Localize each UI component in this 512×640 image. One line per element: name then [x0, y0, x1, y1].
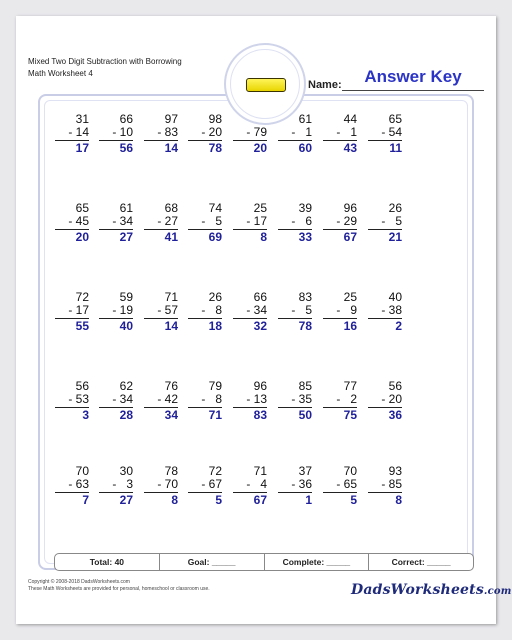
copyright-notice — [28, 579, 210, 592]
problem — [144, 202, 178, 244]
minuend: 31 — [75, 112, 89, 126]
answer: 50 — [298, 408, 312, 422]
problem — [55, 380, 89, 422]
answer: 11 — [389, 141, 402, 155]
minuend: 44 — [343, 112, 357, 126]
name-label: Name: — [308, 79, 342, 91]
problem — [323, 291, 357, 333]
answer: 78 — [208, 141, 222, 155]
complete-cell[interactable]: Complete: _____ — [265, 554, 370, 570]
problem — [323, 465, 357, 507]
subtrahend: - 10 — [112, 125, 133, 139]
problem — [233, 291, 267, 333]
answer-key-label: Answer Key — [364, 67, 462, 86]
total-cell: Total: 40 — [55, 554, 160, 570]
goal-cell[interactable]: Goal: _____ — [160, 554, 265, 570]
minuend: 74 — [208, 201, 222, 215]
problem — [233, 465, 267, 507]
problem — [144, 113, 178, 155]
minuend: 79 — [208, 379, 222, 393]
answer: 14 — [164, 141, 178, 155]
problem — [233, 380, 267, 422]
problem — [188, 202, 222, 244]
problem — [233, 202, 267, 244]
title-line-2: Math Worksheet 4 — [28, 69, 93, 78]
problem — [278, 202, 312, 244]
answer: 28 — [119, 408, 133, 422]
minuend: 65 — [75, 201, 89, 215]
problem — [368, 113, 402, 155]
answer: 83 — [253, 408, 267, 422]
answer: 40 — [119, 319, 133, 333]
minuend: 25 — [253, 201, 267, 215]
subtrahend: - 6 — [291, 214, 312, 228]
problem — [323, 380, 357, 422]
answer: 56 — [119, 141, 133, 155]
subtrahend: - 65 — [336, 477, 357, 491]
minuend: 65 — [388, 112, 402, 126]
subtrahend: - 57 — [157, 303, 178, 317]
minuend: 78 — [164, 464, 178, 478]
answer: 8 — [260, 230, 267, 244]
subtrahend: - 5 — [381, 214, 402, 228]
subtrahend: - 34 — [112, 392, 133, 406]
subtrahend: - 2 — [336, 392, 357, 406]
problem — [55, 202, 89, 244]
subtrahend: - 35 — [291, 392, 312, 406]
answer: 17 — [75, 141, 89, 155]
minuend: 30 — [119, 464, 133, 478]
answer: 7 — [82, 493, 89, 507]
problem — [188, 380, 222, 422]
answer: 18 — [208, 319, 222, 333]
site-logo[interactable] — [351, 579, 512, 603]
subtrahend: - 38 — [381, 303, 402, 317]
answer: 27 — [119, 493, 133, 507]
minuend: 97 — [164, 112, 178, 126]
copyright-line-1: Copyright © 2008-2018 DadsWorksheets.com — [28, 579, 130, 585]
subtrahend: - 70 — [157, 477, 178, 491]
minuend: 59 — [119, 290, 133, 304]
problem — [368, 380, 402, 422]
answer: 5 — [215, 493, 222, 507]
subtrahend: - 19 — [112, 303, 133, 317]
answer: 32 — [253, 319, 267, 333]
minuend: 61 — [298, 112, 312, 126]
problem — [144, 380, 178, 422]
problem — [55, 465, 89, 507]
subtrahend: - 4 — [246, 477, 267, 491]
minuend: 56 — [388, 379, 402, 393]
copyright-line-2: These Math Worksheets are provided for personal, homeschool or classroom use. — [28, 585, 210, 592]
subtrahend: - 36 — [291, 477, 312, 491]
subtrahend: - 17 — [68, 303, 89, 317]
minuend: 85 — [298, 379, 312, 393]
problem — [278, 465, 312, 507]
problem — [188, 113, 222, 155]
problem — [99, 113, 133, 155]
answer: 36 — [388, 408, 402, 422]
answer: 60 — [298, 141, 312, 155]
problem — [55, 291, 89, 333]
problem — [99, 380, 133, 422]
answer: 67 — [343, 230, 357, 244]
minuend: 56 — [75, 379, 89, 393]
problem — [323, 202, 357, 244]
title-line-1: Mixed Two Digit Subtraction with Borrowing — [28, 57, 182, 66]
subtrahend: - 45 — [68, 214, 89, 228]
minuend: 72 — [208, 464, 222, 478]
answer: 2 — [395, 319, 402, 333]
correct-cell[interactable]: Correct: _____ — [391, 557, 451, 567]
minuend: 26 — [208, 290, 222, 304]
answer: 75 — [343, 408, 357, 422]
answer: 20 — [75, 230, 89, 244]
answer: 20 — [253, 141, 267, 155]
subtrahend: - 5 — [291, 303, 312, 317]
subtrahend: - 14 — [68, 125, 89, 139]
minuend: 98 — [208, 112, 222, 126]
subtrahend: - 1 — [291, 125, 312, 139]
logo-name: DadsWorksheets — [351, 582, 484, 598]
problem — [368, 465, 402, 507]
problem — [368, 202, 402, 244]
problem — [99, 465, 133, 507]
answer: 21 — [388, 230, 402, 244]
problem — [55, 113, 89, 155]
answer: 8 — [171, 493, 178, 507]
problem — [99, 291, 133, 333]
answer: 1 — [305, 493, 312, 507]
subtrahend: - 20 — [201, 125, 222, 139]
answer: 27 — [119, 230, 133, 244]
answer: 14 — [164, 319, 178, 333]
subtrahend: - 8 — [201, 392, 222, 406]
minuend: 70 — [75, 464, 89, 478]
problem — [188, 291, 222, 333]
answer: 5 — [350, 493, 357, 507]
answer: 67 — [253, 493, 267, 507]
minuend: 71 — [164, 290, 178, 304]
problem — [278, 380, 312, 422]
answer: 34 — [164, 408, 178, 422]
subtrahend: - 85 — [381, 477, 402, 491]
problem — [368, 291, 402, 333]
subtrahend: - 9 — [336, 303, 357, 317]
answer: 43 — [343, 141, 357, 155]
subtrahend: - 13 — [246, 392, 267, 406]
subtrahend: - 29 — [336, 214, 357, 228]
worksheet-title — [28, 56, 218, 80]
subtrahend: - 27 — [157, 214, 178, 228]
subtrahend: - 1 — [336, 125, 357, 139]
answer: 55 — [75, 319, 89, 333]
problem — [144, 465, 178, 507]
subtrahend: - 17 — [246, 214, 267, 228]
minuend: 76 — [164, 379, 178, 393]
logo-text — [351, 579, 512, 603]
badge-ring — [224, 43, 306, 125]
answer: 3 — [82, 408, 89, 422]
minuend: 61 — [119, 201, 133, 215]
eraser-icon — [246, 78, 286, 92]
answer: 78 — [298, 319, 312, 333]
minuend: 66 — [253, 290, 267, 304]
minuend: 96 — [343, 201, 357, 215]
subtrahend: - 53 — [68, 392, 89, 406]
subtrahend: - 83 — [157, 125, 178, 139]
minuend: 62 — [119, 379, 133, 393]
subtrahend: - 79 — [246, 125, 267, 139]
minuend: 66 — [119, 112, 133, 126]
subtrahend: - 34 — [112, 214, 133, 228]
subtrahend: - 3 — [112, 477, 133, 491]
subtrahend: - 8 — [201, 303, 222, 317]
subtrahend: - 42 — [157, 392, 178, 406]
score-footer — [54, 553, 474, 571]
problem — [323, 113, 357, 155]
subtrahend: - 34 — [246, 303, 267, 317]
problem — [144, 291, 178, 333]
minuend: 68 — [164, 201, 178, 215]
minuend: 26 — [388, 201, 402, 215]
minuend: 71 — [253, 464, 267, 478]
subtrahend: - 54 — [381, 125, 402, 139]
minuend: 96 — [253, 379, 267, 393]
subtrahend: - 63 — [68, 477, 89, 491]
answer: 69 — [208, 230, 222, 244]
answer: 33 — [298, 230, 312, 244]
minuend: 25 — [343, 290, 357, 304]
logo-suffix: .com — [483, 586, 512, 597]
minuend: 40 — [388, 290, 402, 304]
minuend: 83 — [298, 290, 312, 304]
answer: 41 — [164, 230, 178, 244]
subtrahend: - 20 — [381, 392, 402, 406]
problem — [188, 465, 222, 507]
problem — [278, 291, 312, 333]
minuend: 37 — [298, 464, 312, 478]
minuend: 70 — [343, 464, 357, 478]
answer: 71 — [208, 408, 222, 422]
minuend: 77 — [343, 379, 357, 393]
problem — [99, 202, 133, 244]
minuend: 39 — [298, 201, 312, 215]
answer: 16 — [343, 319, 357, 333]
subtrahend: - 5 — [201, 214, 222, 228]
worksheet-page — [16, 16, 512, 624]
minuend: 93 — [388, 464, 402, 478]
subtrahend: - 67 — [201, 477, 222, 491]
name-field[interactable] — [342, 67, 484, 91]
minuend: 72 — [75, 290, 89, 304]
answer: 8 — [395, 493, 402, 507]
